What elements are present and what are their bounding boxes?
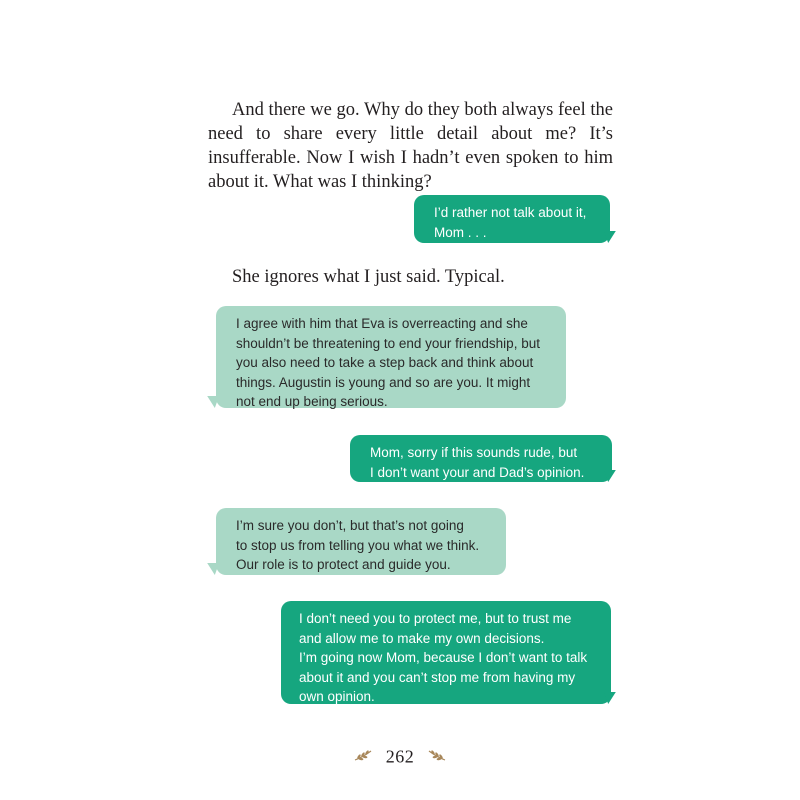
message-line: to stop us from telling you what we think. <box>236 537 480 553</box>
body-paragraph: She ignores what I just said. Typical. <box>232 267 505 287</box>
message-line: Mom . . . <box>434 224 487 240</box>
message-line: things. Augustin is young and so are you. It might <box>236 374 531 390</box>
message-bubble-sent <box>350 435 612 482</box>
message-line: you also need to take a step back and think about <box>236 355 534 370</box>
message-line: and allow me to make my own decisions. <box>299 630 545 646</box>
message-line: Mom, sorry if this sounds rude, but <box>370 445 578 460</box>
message-line: about it and you can’t stop me from having my <box>299 669 576 685</box>
message-line: I agree with him that Eva is overreacting and she <box>236 316 528 331</box>
page-number: 262 <box>385 746 415 767</box>
message-line: I’d rather not talk about it, <box>434 205 587 220</box>
message-line: not end up being serious. <box>236 394 388 409</box>
message-bubble-sent <box>414 195 610 243</box>
message-line: I don’t want your and Dad’s opinion. <box>370 464 585 480</box>
message-line: I’m sure you don’t, but that’s not going <box>236 518 464 533</box>
message-line: own opinion. <box>299 689 375 704</box>
message-bubble-received <box>216 508 506 575</box>
laurel-sprig-icon <box>353 746 373 767</box>
message-bubble-received <box>216 306 566 408</box>
message-line: Our role is to protect and guide you. <box>236 557 451 572</box>
page-footer <box>0 745 800 767</box>
message-bubble-sent <box>281 601 611 704</box>
bubble-tail <box>203 396 219 408</box>
message-line: I don’t need you to protect me, but to trust me <box>299 611 572 626</box>
laurel-sprig-icon <box>427 746 447 767</box>
message-line: I’m going now Mom, because I don’t want to talk <box>299 650 588 665</box>
bubble-tail <box>203 563 219 575</box>
message-line: shouldn’t be threatening to end your friendship, but <box>236 335 540 351</box>
body-paragraph: And there we go. Why do they both always feel the need to share every little detail about me? It’s insufferable. Now I wish I hadn’t even spoken to him about it. What was I thinking? <box>208 100 613 192</box>
bubble-tail <box>604 231 620 243</box>
